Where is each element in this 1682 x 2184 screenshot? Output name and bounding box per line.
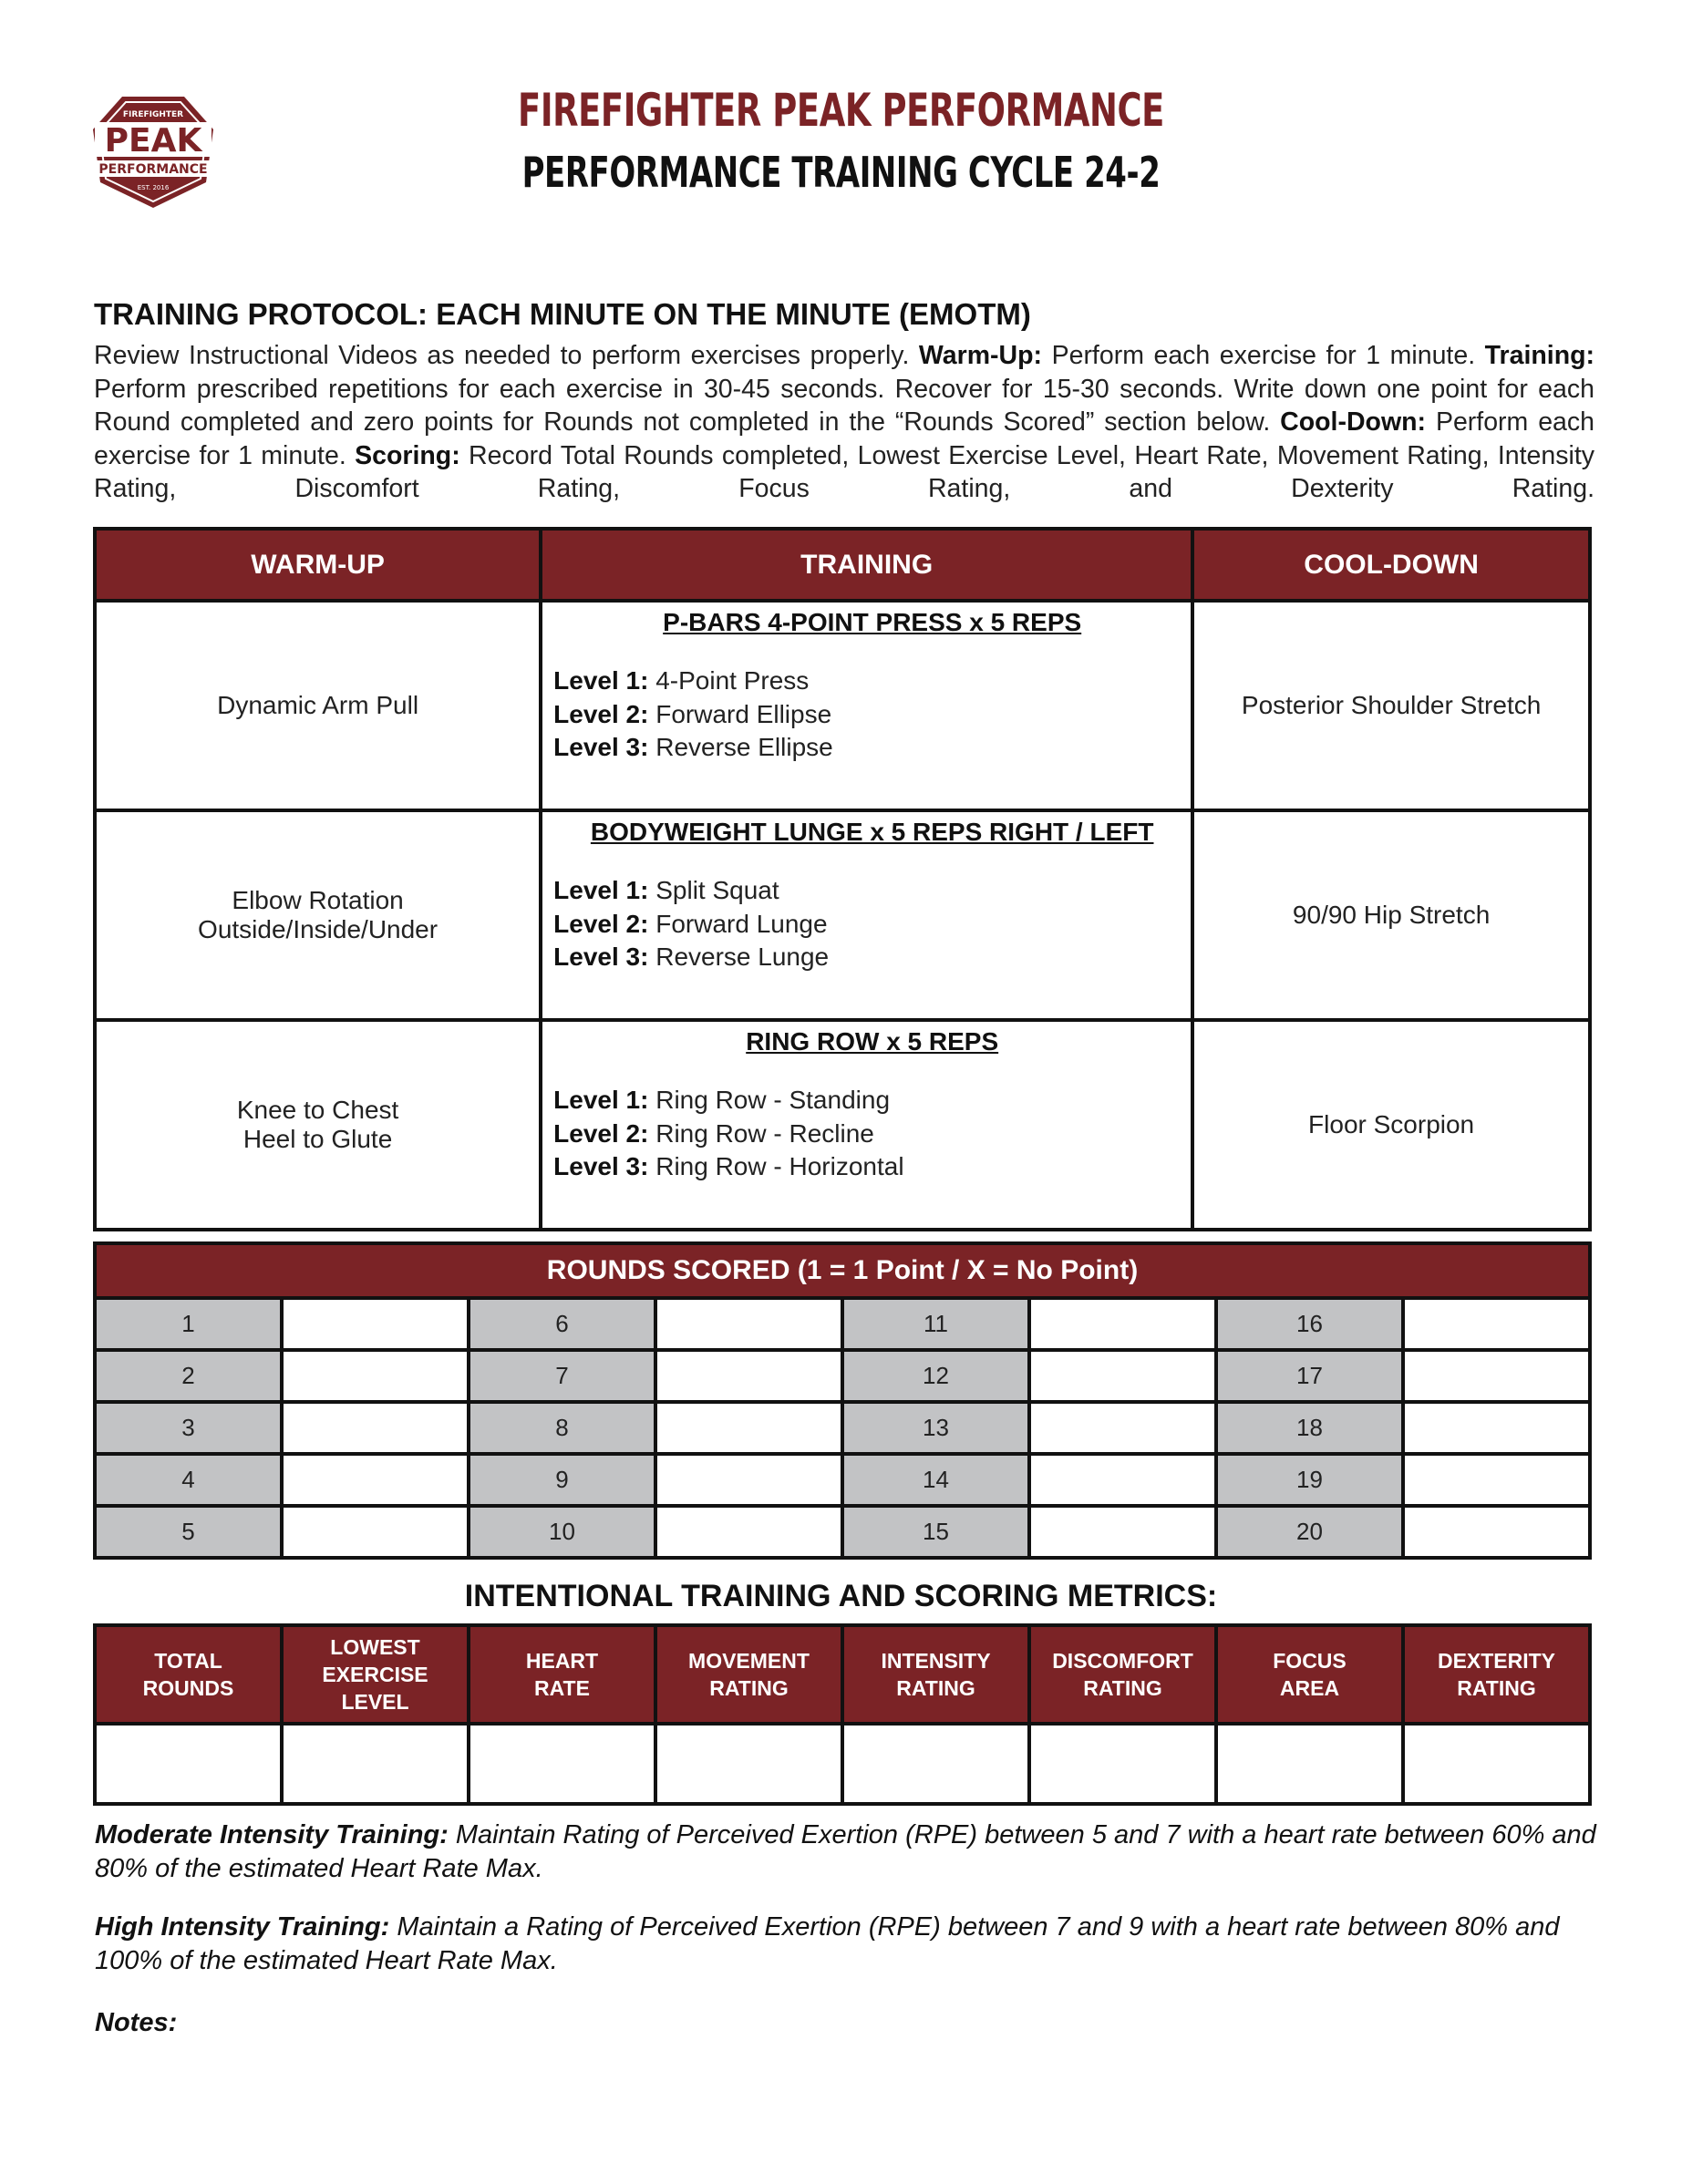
warmup-cell: Dynamic Arm Pull (95, 601, 541, 810)
rounds-row (95, 1298, 1590, 1350)
training-cell: P-BARS 4-POINT PRESS x 5 REPS Level 1: 4-Point Press Level 2: Forward Ellipse Level 3: Reverse Ellipse (541, 601, 1192, 810)
round-score-cell[interactable] (1029, 1350, 1216, 1402)
metric-entry-cell[interactable] (842, 1724, 1029, 1804)
metric-entry-cell[interactable] (1216, 1724, 1403, 1804)
exercise-title: P-BARS 4-POINT PRESS x 5 REPS (663, 608, 1082, 636)
high-intensity-note: High Intensity Training: Maintain a Rating of Perceived Exertion (RPE) between 7 and 9 with a heart rate between 80% and 100% of the estimated Heart Rate Max. (95, 1912, 1560, 1975)
round-number: 4 (95, 1454, 282, 1506)
round-number: 5 (95, 1506, 282, 1558)
round-score-cell[interactable] (1029, 1402, 1216, 1454)
round-number: 14 (842, 1454, 1029, 1506)
round-number: 16 (1216, 1298, 1403, 1350)
round-number: 18 (1216, 1402, 1403, 1454)
metric-header-heart-rate: HEART RATE (469, 1625, 655, 1724)
rounds-row (95, 1454, 1590, 1506)
round-number: 2 (95, 1350, 282, 1402)
exercise-table (93, 527, 1592, 1231)
round-number: 8 (469, 1402, 655, 1454)
logo-sub-text: PERFORMANCE (98, 162, 208, 177)
rounds-row (95, 1350, 1590, 1402)
rounds-heading: ROUNDS SCORED (1 = 1 Point / X = No Point) (95, 1243, 1590, 1298)
round-score-cell[interactable] (1403, 1298, 1590, 1350)
metrics-entry-row (95, 1724, 1590, 1804)
warmup-cell: Knee to Chest Heel to Glute (95, 1020, 541, 1230)
protocol-heading: TRAINING PROTOCOL: EACH MINUTE ON THE MINUTE (EMOTM) (94, 297, 1031, 331)
round-number: 19 (1216, 1454, 1403, 1506)
notes-label: Notes: (95, 2008, 178, 2037)
training-cell: RING ROW x 5 REPS Level 1: Ring Row - Standing Level 2: Ring Row - Recline Level 3: Ring Row - Horizontal (541, 1020, 1192, 1230)
metric-header-movement: MOVEMENT RATING (655, 1625, 842, 1724)
exercise-row (95, 810, 1590, 1020)
round-number: 9 (469, 1454, 655, 1506)
metric-header-focus: FOCUS AREA (1216, 1625, 1403, 1724)
header-training: TRAINING (541, 529, 1192, 601)
round-number: 17 (1216, 1350, 1403, 1402)
metric-header-lowest-level: LOWEST EXERCISE LEVEL (282, 1625, 469, 1724)
round-score-cell[interactable] (655, 1454, 842, 1506)
round-score-cell[interactable] (1403, 1454, 1590, 1506)
round-score-cell[interactable] (282, 1298, 469, 1350)
round-score-cell[interactable] (282, 1506, 469, 1558)
round-number: 7 (469, 1350, 655, 1402)
rounds-row (95, 1402, 1590, 1454)
logo-top-text: FIREFIGHTER (122, 110, 184, 119)
round-score-cell[interactable] (1029, 1454, 1216, 1506)
exercise-title: RING ROW x 5 REPS (746, 1027, 999, 1056)
round-score-cell[interactable] (282, 1454, 469, 1506)
round-number: 15 (842, 1506, 1029, 1558)
metrics-table (93, 1623, 1592, 1806)
round-number: 10 (469, 1506, 655, 1558)
round-number: 20 (1216, 1506, 1403, 1558)
warmup-cell: Elbow Rotation Outside/Inside/Under (95, 810, 541, 1020)
round-number: 11 (842, 1298, 1029, 1350)
round-number: 3 (95, 1402, 282, 1454)
round-number: 12 (842, 1350, 1029, 1402)
round-score-cell[interactable] (655, 1350, 842, 1402)
metric-header-dexterity: DEXTERITY RATING (1403, 1625, 1590, 1724)
metric-header-intensity: INTENSITY RATING (842, 1625, 1029, 1724)
round-score-cell[interactable] (1029, 1298, 1216, 1350)
metric-entry-cell[interactable] (655, 1724, 842, 1804)
metric-entry-cell[interactable] (282, 1724, 469, 1804)
page-subtitle: PERFORMANCE TRAINING CYCLE 24-2 (521, 148, 1161, 197)
cooldown-cell: Floor Scorpion (1192, 1020, 1590, 1230)
exercise-row (95, 1020, 1590, 1230)
round-score-cell[interactable] (655, 1298, 842, 1350)
cooldown-cell: Posterior Shoulder Stretch (1192, 601, 1590, 810)
round-score-cell[interactable] (655, 1506, 842, 1558)
header-cooldown: COOL-DOWN (1192, 529, 1590, 601)
logo-main-text: PEAK (104, 122, 202, 160)
round-number: 6 (469, 1298, 655, 1350)
round-score-cell[interactable] (1029, 1506, 1216, 1558)
rounds-table (93, 1241, 1592, 1560)
metric-header-discomfort: DISCOMFORT RATING (1029, 1625, 1216, 1724)
protocol-text: Review Instructional Videos as needed to perform exercises properly. Warm-Up: Perform each exercise for 1 minute. Training: Perform prescribed repetitions for each exercise in 30-45 seconds. Recover for 15-30 seconds. Write down one point for each Round completed and zero points for Rounds not completed in the “Rounds Scored” section below. Cool-Down: Perform each exercise for 1 minute. Scoring: Record Total Rounds completed, Lowest Exercise Level, Heart Rate, Movement Rating, Intensity Rating, Discomfort Rating, Focus Rating, and Dexterity Rating. (94, 341, 1595, 503)
header-warmup: WARM-UP (95, 529, 541, 601)
training-cell: BODYWEIGHT LUNGE x 5 REPS RIGHT / LEFT Level 1: Split Squat Level 2: Forward Lunge Level 3: Reverse Lunge (541, 810, 1192, 1020)
metric-header-total-rounds: TOTAL ROUNDS (95, 1625, 282, 1724)
round-score-cell[interactable] (1403, 1506, 1590, 1558)
metric-entry-cell[interactable] (1403, 1724, 1590, 1804)
exercise-row (95, 601, 1590, 810)
page-title: FIREFIGHTER PEAK PERFORMANCE (518, 84, 1164, 137)
logo-est-text: EST. 2016 (137, 184, 170, 191)
round-number: 1 (95, 1298, 282, 1350)
round-number: 13 (842, 1402, 1029, 1454)
metrics-heading: INTENTIONAL TRAINING AND SCORING METRICS: (464, 1579, 1218, 1613)
round-score-cell[interactable] (1403, 1350, 1590, 1402)
metric-entry-cell[interactable] (469, 1724, 655, 1804)
round-score-cell[interactable] (655, 1402, 842, 1454)
round-score-cell[interactable] (282, 1402, 469, 1454)
cooldown-cell: 90/90 Hip Stretch (1192, 810, 1590, 1020)
rounds-row (95, 1506, 1590, 1558)
moderate-intensity-note: Moderate Intensity Training: Maintain Rating of Perceived Exertion (RPE) between 5 and 7 with a heart rate between 60% and 80% of the estimated Heart Rate Max. (95, 1820, 1596, 1883)
round-score-cell[interactable] (1403, 1402, 1590, 1454)
exercise-title: BODYWEIGHT LUNGE x 5 REPS RIGHT / LEFT (590, 818, 1154, 846)
metric-entry-cell[interactable] (1029, 1724, 1216, 1804)
round-score-cell[interactable] (282, 1350, 469, 1402)
metric-entry-cell[interactable] (95, 1724, 282, 1804)
